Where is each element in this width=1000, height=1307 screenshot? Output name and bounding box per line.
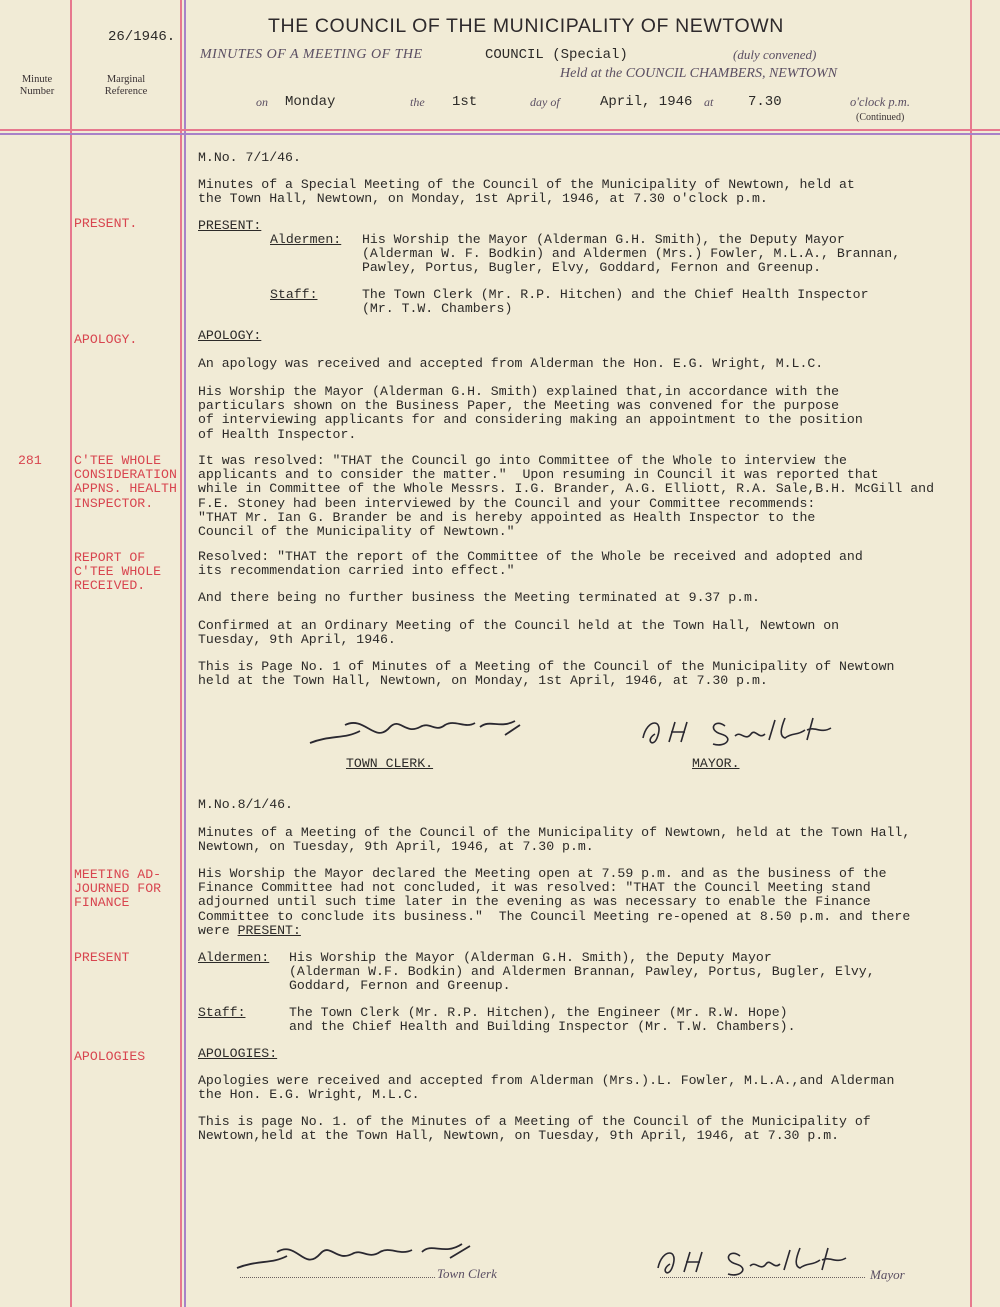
present-heading: PRESENT: (198, 218, 262, 233)
footer-town-clerk: Town Clerk (437, 1266, 497, 1281)
intro-paragraph-2: Minutes of a Meeting of the Council of the Municipality of Newtown, held at the Town Hall, Newtown, on Tuesday, 9th April, 1946, at 7.30 p.m. (198, 825, 911, 855)
margin-rule-right (970, 0, 972, 1307)
mayor-signature-2 (650, 1238, 870, 1288)
page-title: THE COUNCIL OF THE MUNICIPALITY OF NEWTOWN (268, 15, 784, 37)
day-number: 1st (452, 94, 478, 110)
duly-convened: (duly convened) (733, 47, 817, 62)
confirmed-text: Confirmed at an Ordinary Meeting of the Council held at the Town Hall, Newtown on Tuesday, 9th April, 1946. (198, 618, 840, 648)
staff-list: The Town Clerk (Mr. R.P. Hitchen) and the Chief Health Inspector (Mr. T.W. Chambers) (362, 287, 869, 317)
weekday: Monday (285, 94, 336, 110)
margin-report: REPORT OF C'TEE WHOLE RECEIVED. (74, 550, 162, 594)
held-at: Held at the COUNCIL CHAMBERS, NEWTOWN (560, 66, 838, 81)
staff-label-2: Staff: (198, 1005, 246, 1020)
apologies-heading: APOLOGIES: (198, 1046, 278, 1061)
footer-mayor: Mayor (870, 1267, 905, 1282)
apology-heading: APOLOGY: (198, 328, 262, 343)
adjourned-paragraph (198, 867, 910, 938)
header-rule-2 (0, 133, 1000, 135)
day-of-label: day of (530, 95, 560, 109)
town-clerk-label: TOWN CLERK. (346, 756, 434, 771)
column-marginal-reference: Marginal Reference (104, 74, 148, 97)
meeting-time: 7.30 (748, 94, 782, 110)
margin-ctee-whole: C'TEE WHOLE CONSIDERATION APPNS. HEALTH INSPECTOR. (74, 453, 177, 511)
resolution-committee: It was resolved: "THAT the Council go into Committee of the Whole to interview the applicants and to consider the matter." Upon resuming in Council it was reported that while in Committee of the Whole Messrs. I.G. Brander, A.G. Elliott, R.A. Sale,B.H. McGill and F.E. Stoney had been interviewed by the Council and your Committee recommends: "THAT Mr. Ian G. Brander be and is hereby appointed as Health Inspector to the Council of the Municipality of Newtown." (198, 453, 934, 540)
page-note-1: This is Page No. 1 of Minutes of a Meeting of the Council of the Municipality of Newtown held at the Town Hall, Newtown, on Monday, 1st April, 1946, at 7.30 p.m. (198, 659, 895, 689)
footer-mayor-line (660, 1277, 865, 1278)
on-label: on (256, 95, 268, 109)
meeting-terminated: And there being no further business the Meeting terminated at 9.37 p.m. (198, 590, 760, 605)
clerk-signature-1 (305, 705, 535, 755)
margin-present-2: PRESENT (74, 950, 130, 965)
column-minute-number: Minute Number (19, 74, 55, 97)
page-note-2: This is page No. 1. of the Minutes of a Meeting of the Council of the Municipality of Newtown,held at the Town Hall, Newtown, on Tuesday, 9th April, 1946, at 7.30 p.m. (198, 1114, 871, 1144)
intro-paragraph-1: Minutes of a Special Meeting of the Council of the Municipality of Newtown, held at the Town Hall, Newtown, on Monday, 1st April, 1946, at 7.30 o'clock p.m. (198, 177, 855, 207)
adjourned-text: His Worship the Mayor declared the Meeting open at 7.59 p.m. and as the business of the Finance Committee had not concluded, it was resolved: "THAT the Council Meeting stand adjourned until such time later in the evening as was necessary to enable the Finance Committee to conclude its business." The Council Meeting re-opened at 8.50 p.m. and there were (198, 866, 911, 938)
aldermen-list: His Worship the Mayor (Alderman G.H. Smith), the Deputy Mayor (Alderman W. F. Bodkin) and Aldermen (Mrs.) Fowler, M.L.A., Brannan, Pawley, Portus, Bugler, Elvy, Goddard, Fernon and Greenup. (362, 232, 901, 276)
the-label: the (410, 95, 425, 109)
staff-list-2: The Town Clerk (Mr. R.P. Hitchen), the Engineer (Mr. R.W. Hope) and the Chief Health and Building Inspector (Mr. T.W. Chambers). (289, 1005, 796, 1035)
apologies-text: Apologies were received and accepted from Alderman (Mrs.).L. Fowler, M.L.A.,and Alderman the Hon. E.G. Wright, M.L.C. (198, 1073, 895, 1103)
footer-clerk-line (240, 1277, 435, 1278)
aldermen-label-2: Aldermen: (198, 950, 270, 965)
mayor-label: MAYOR. (692, 756, 740, 771)
staff-label: Staff: (270, 287, 318, 302)
margin-present: PRESENT. (74, 216, 138, 231)
continued-label: (Continued) (856, 112, 905, 123)
margin-apology: APOLOGY. (74, 332, 138, 347)
margin-rule-2 (180, 0, 182, 1307)
mayor-signature-1 (635, 708, 855, 758)
apology-text: An apology was received and accepted from Alderman the Hon. E.G. Wright, M.L.C. (198, 356, 824, 371)
margin-rule-1 (70, 0, 72, 1307)
aldermen-label: Aldermen: (270, 232, 342, 247)
oclock-label: o'clock p.m. (850, 95, 910, 109)
aldermen-list-2: His Worship the Mayor (Alderman G.H. Smith), the Deputy Mayor (Alderman W.F. Bodkin) and Aldermen Brannan, Pawley, Portus, Bugler, Elvy, Goddard, Fernon and Greenup. (289, 950, 875, 994)
margin-adjourned: MEETING AD- JOURNED FOR FINANCE (74, 867, 162, 911)
header-rule-1 (0, 129, 1000, 131)
minutes-prefix: MINUTES OF A MEETING OF THE (200, 47, 423, 62)
minute-number-281: 281 (18, 453, 42, 468)
were-present-heading: PRESENT: (237, 922, 301, 938)
margin-apologies-2: APOLOGIES (74, 1049, 146, 1064)
mayor-explained: His Worship the Mayor (Alderman G.H. Smith) explained that,in accordance with the particulars shown on the Business Paper, the Meeting was convened for the purpose of interviewing applicants for and considering making an appointment to the position of Health Inspector. (198, 384, 863, 442)
resolution-report: Resolved: "THAT the report of the Committee of the Whole be received and adopted and its recommendation carried into effect." (198, 549, 863, 579)
meeting-type: COUNCIL (Special) (485, 47, 628, 63)
document-ref: 26/1946. (108, 29, 176, 45)
month-year: April, 1946 (600, 94, 693, 110)
at-label: at (704, 95, 714, 109)
margin-rule-3 (184, 0, 186, 1307)
minute-number-2: M.No.8/1/46. (198, 797, 293, 812)
minute-number-1: M.No. 7/1/46. (198, 150, 301, 165)
